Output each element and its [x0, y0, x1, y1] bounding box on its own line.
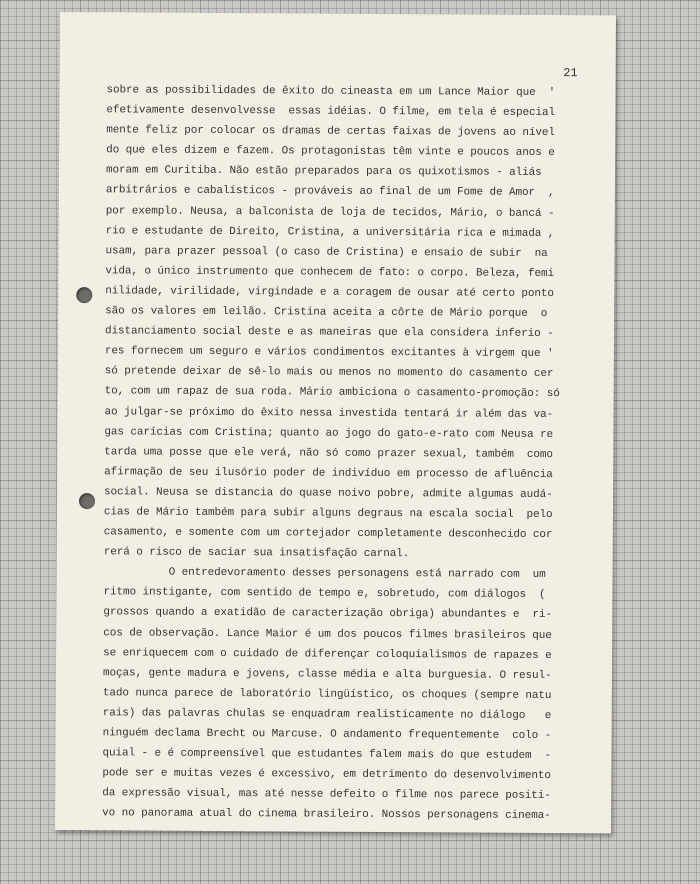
text-line: res fornecem um seguro e vários condimentos excitantes à virgem que ' — [104, 345, 554, 361]
text-line: por exemplo. Neusa, a balconista de loja de tecidos, Mário, o bancá - — [105, 204, 555, 220]
text-line: efetivamente desenvolvesse essas idéias. O filme, em tela é especial — [106, 104, 556, 120]
text-line: moram em Curitiba. Não estão preparados para os quixotismos - aliás — [105, 164, 542, 180]
text-line: da expressão visual, mas até nesse defeito o filme nos parece positi- — [102, 787, 551, 803]
text-line: cos de observação. Lance Maior é um dos poucos filmes brasileiros que — [103, 626, 552, 642]
text-line: tado nunca parece de laboratório lingüístico, os choques (sempre natu — [102, 687, 552, 702]
text-line: se enriquecem com o cuidado de diferençar coloquialismos de rapazes e — [103, 646, 552, 662]
page-number: 21 — [563, 66, 578, 81]
text-line: gas carícias com Cristina; quanto ao jogo do gato-e-rato com Neusa re — [104, 425, 554, 441]
text-line: ritmo instigante, com sentido de tempo e, sobretudo, com diálogos ( — [103, 586, 546, 602]
text-line: rais) das palavras chulas se enquadram realisticamente no diálogo e — [102, 707, 552, 722]
text-line: ao julgar-se próximo do êxito nessa investida tentará ir além das va- — [104, 405, 554, 421]
text-line: nilidade, virilidade, virgindade e a coragem de ousar até certo ponto — [105, 285, 554, 300]
typewritten-page — [55, 12, 616, 833]
text-line: vida, o único instrumento que conhecem de fato: o corpo. Beleza, femi — [105, 265, 555, 280]
punch-hole — [76, 287, 92, 303]
text-line: moças, gente madura e jovens, classe média e alta burguesia. O resul- — [102, 666, 552, 682]
text-line: são os valores em leilão. Cristina aceita a côrte de Mário porque o — [105, 305, 548, 321]
text-line: cias de Mário também para subir alguns degraus na escala social pelo — [103, 506, 553, 521]
text-line: casamento, e somente com um cortejador completamente desconhecido cor — [103, 526, 553, 542]
text-line: só pretende deixar de sê-lo mais ou menos no momento do casamento cer — [104, 365, 554, 381]
text-line: social. Neusa se distancia do quase noivo pobre, admite algumas audá- — [104, 486, 553, 501]
text-line: quial - e é compreensível que estudantes falem mais do que estudem - — [102, 747, 552, 763]
text-line: distanciamento social deste e as maneiras que ela considera inferio - — [105, 325, 554, 341]
text-line: to, com um rapaz de sua roda. Mário ambiciona o casamento-promoção: só — [104, 385, 560, 401]
text-line: tarda uma posse que ele verá, não só como prazer sexual, também como — [104, 445, 553, 461]
text-line: grossos quando a exatidão de caracterização obriga) abundantes e ri- — [103, 606, 552, 622]
text-line: afirmação de seu ilusório poder de indivíduo em processo de afluência — [104, 466, 553, 481]
text-line: rio e estudante de Direito, Cristina, a universitária rica e mimada , — [105, 224, 555, 240]
body-text — [102, 80, 597, 826]
text-line: do que eles dizem e fazem. Os protagonistas têm vinte e poucos anos e — [106, 144, 555, 160]
text-line: arbitrários e cabalísticos - prováveis ao final de um Fome de Amor , — [105, 184, 555, 200]
punch-hole — [79, 493, 95, 509]
text-line: rerá o risco de saciar sua insatisfação carnal. — [103, 546, 410, 561]
text-line: mente feliz por colocar os dramas de certas faixas de jovens ao nível — [106, 124, 555, 140]
text-line: pode ser e muitas vezes é excessivo, em detrimento do desenvolvimento — [102, 767, 551, 783]
text-line: sobre as possibilidades de êxito do cineasta em um Lance Maior que ' — [106, 84, 556, 100]
text-line: ninguém declama Brecht ou Marcuse. O andamento frequentemente colo - — [102, 727, 552, 743]
text-line: vo no panorama atual do cinema brasileiro. Nossos personagens cinema- — [102, 807, 551, 823]
text-line: O entredevoramento desses personagens está narrado com um — [103, 566, 546, 582]
text-line: usam, para prazer pessoal (o caso de Cristina) e ensaio de subir na — [105, 245, 548, 260]
